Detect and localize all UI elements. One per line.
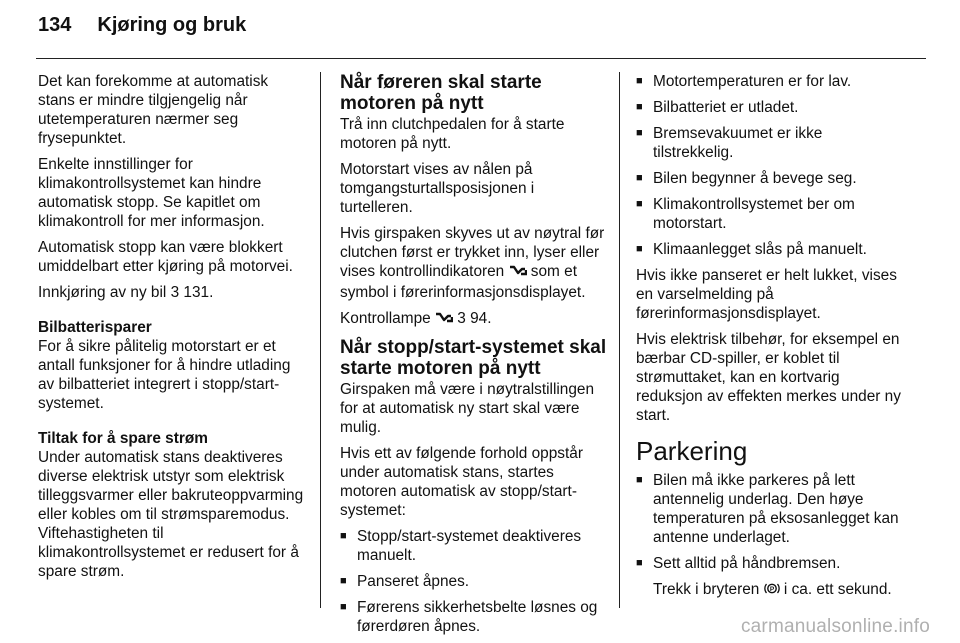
list-item: ■ Klimakontrollsystemet ber om motorstart.: [636, 195, 906, 233]
list-item: ■ Bilen må ikke parkeres på lett antennelig underlag. Den høye temperaturen på eksosanlegget kan antenne underlaget.: [636, 471, 906, 547]
paragraph: Motorstart vises av nålen på tomgangsturtallsposisjonen i turtelleren.: [340, 161, 535, 216]
page-reference-link[interactable]: 3 94.: [457, 310, 492, 327]
paragraph-text: Kontrollampe: [340, 310, 435, 327]
header-rule: [36, 58, 926, 59]
paragraph: [340, 224, 608, 302]
column-3: [636, 72, 906, 608]
bullet-list: [636, 72, 906, 259]
list-item: ■ Bilbatteriet er utladet.: [636, 98, 906, 117]
shift-indicator-icon: [435, 311, 453, 330]
section-title: Tiltak for å spare strøm: [38, 430, 208, 447]
list-item: ■ Bremsevakuumet er ikke tilstrekkelig.: [636, 124, 906, 162]
page-reference-link[interactable]: 3 131.: [170, 284, 214, 301]
list-item: ■ Motortemperaturen er for lav.: [636, 72, 906, 91]
column-1: [38, 72, 306, 588]
watermark: carmanualsonline.info: [740, 616, 930, 637]
list-item: ■ Bilen begynner å bevege seg.: [636, 169, 906, 188]
paragraph: [38, 283, 306, 302]
page-header: [38, 14, 246, 50]
paragraph: Det kan forekomme at automatisk stans er mindre tilgjengelig når utetemperaturen nærmer seg frysepunktet.: [38, 73, 269, 147]
column-divider: [619, 72, 620, 608]
page-number: 134: [38, 14, 72, 36]
paragraph: Hvis ikke panseret er helt lukket, vises en varselmelding på førerinformasjonsdisplayet.: [636, 267, 897, 322]
paragraph: For å sikre pålitelig motorstart er et antall funksjoner for å hindre utlading av bilbatteriet integrert i stopp/start-systemet.: [38, 338, 291, 412]
paragraph-text: Innkjøring av ny bil: [38, 284, 171, 301]
column-divider: [320, 72, 321, 608]
section-title: Bilbatterisparer: [38, 319, 152, 336]
paragraph-text: Hvis girspaken skyves ut av nøytral før clutchen først er trykket inn, lyser eller vises kontrollindikatoren: [340, 225, 605, 280]
svg-text:P: P: [769, 586, 774, 593]
paragraph: Under automatisk stans deaktiveres diverse elektrisk utstyr som elektrisk tilleggsvarmer eller bakruteoppvarming eller kobles om til strømsparemodus. Viftehastigheten til klimakontrollsystemet er redusert for å spare strøm.: [38, 449, 304, 580]
chapter-title: Kjøring og bruk: [97, 14, 247, 36]
list-item: ■ Førerens sikkerhetsbelte løsnes og førerdøren åpnes.: [340, 598, 608, 636]
parking-brake-switch-icon: [764, 581, 780, 601]
section-heading: Parkering: [636, 436, 748, 466]
paragraph: [340, 309, 608, 330]
list-item: ■ Sett alltid på håndbremsen.: [636, 554, 906, 573]
list-item: ■ Stopp/start-systemet deaktiveres manuelt.: [340, 527, 608, 565]
paragraph: Hvis elektrisk tilbehør, for eksempel en bærbar CD-spiller, er koblet til strømuttaket, kan en kortvarig reduksjon av effekten merkes under ny start.: [636, 331, 901, 424]
paragraph: [636, 580, 906, 601]
paragraph: Hvis ett av følgende forhold oppstår under automatisk stans, startes motoren automatisk av stopp/start-systemet:: [340, 445, 583, 519]
column-2: [340, 72, 608, 643]
section-heading: Når stopp/start-systemet skal starte motoren på nytt: [340, 337, 607, 379]
paragraph-text: som et symbol i førerinformasjonsdisplayet.: [340, 263, 586, 301]
paragraph: Automatisk stopp kan være blokkert umiddelbart etter kjøring på motorvei.: [38, 239, 293, 275]
list-item: ■ Panseret åpnes.: [340, 572, 608, 591]
paragraph: Trå inn clutchpedalen for å starte motoren på nytt.: [340, 116, 565, 152]
section-heading: Når føreren skal starte motoren på nytt: [340, 72, 542, 114]
paragraph: Girspaken må være i nøytralstillingen for at automatisk ny start skal være mulig.: [340, 381, 595, 436]
paragraph: Enkelte innstillinger for klimakontrollsystemet kan hindre automatisk stopp. Se kapitlet om klimakontroll for mer informasjon.: [38, 156, 265, 230]
bullet-list: [636, 471, 906, 573]
paragraph-text: i ca. ett sekund.: [779, 581, 892, 598]
shift-indicator-icon: [509, 264, 527, 283]
paragraph-text: Trekk i bryteren: [653, 581, 764, 598]
bullet-list: [340, 527, 608, 636]
list-item: ■ Klimaanlegget slås på manuelt.: [636, 240, 906, 259]
